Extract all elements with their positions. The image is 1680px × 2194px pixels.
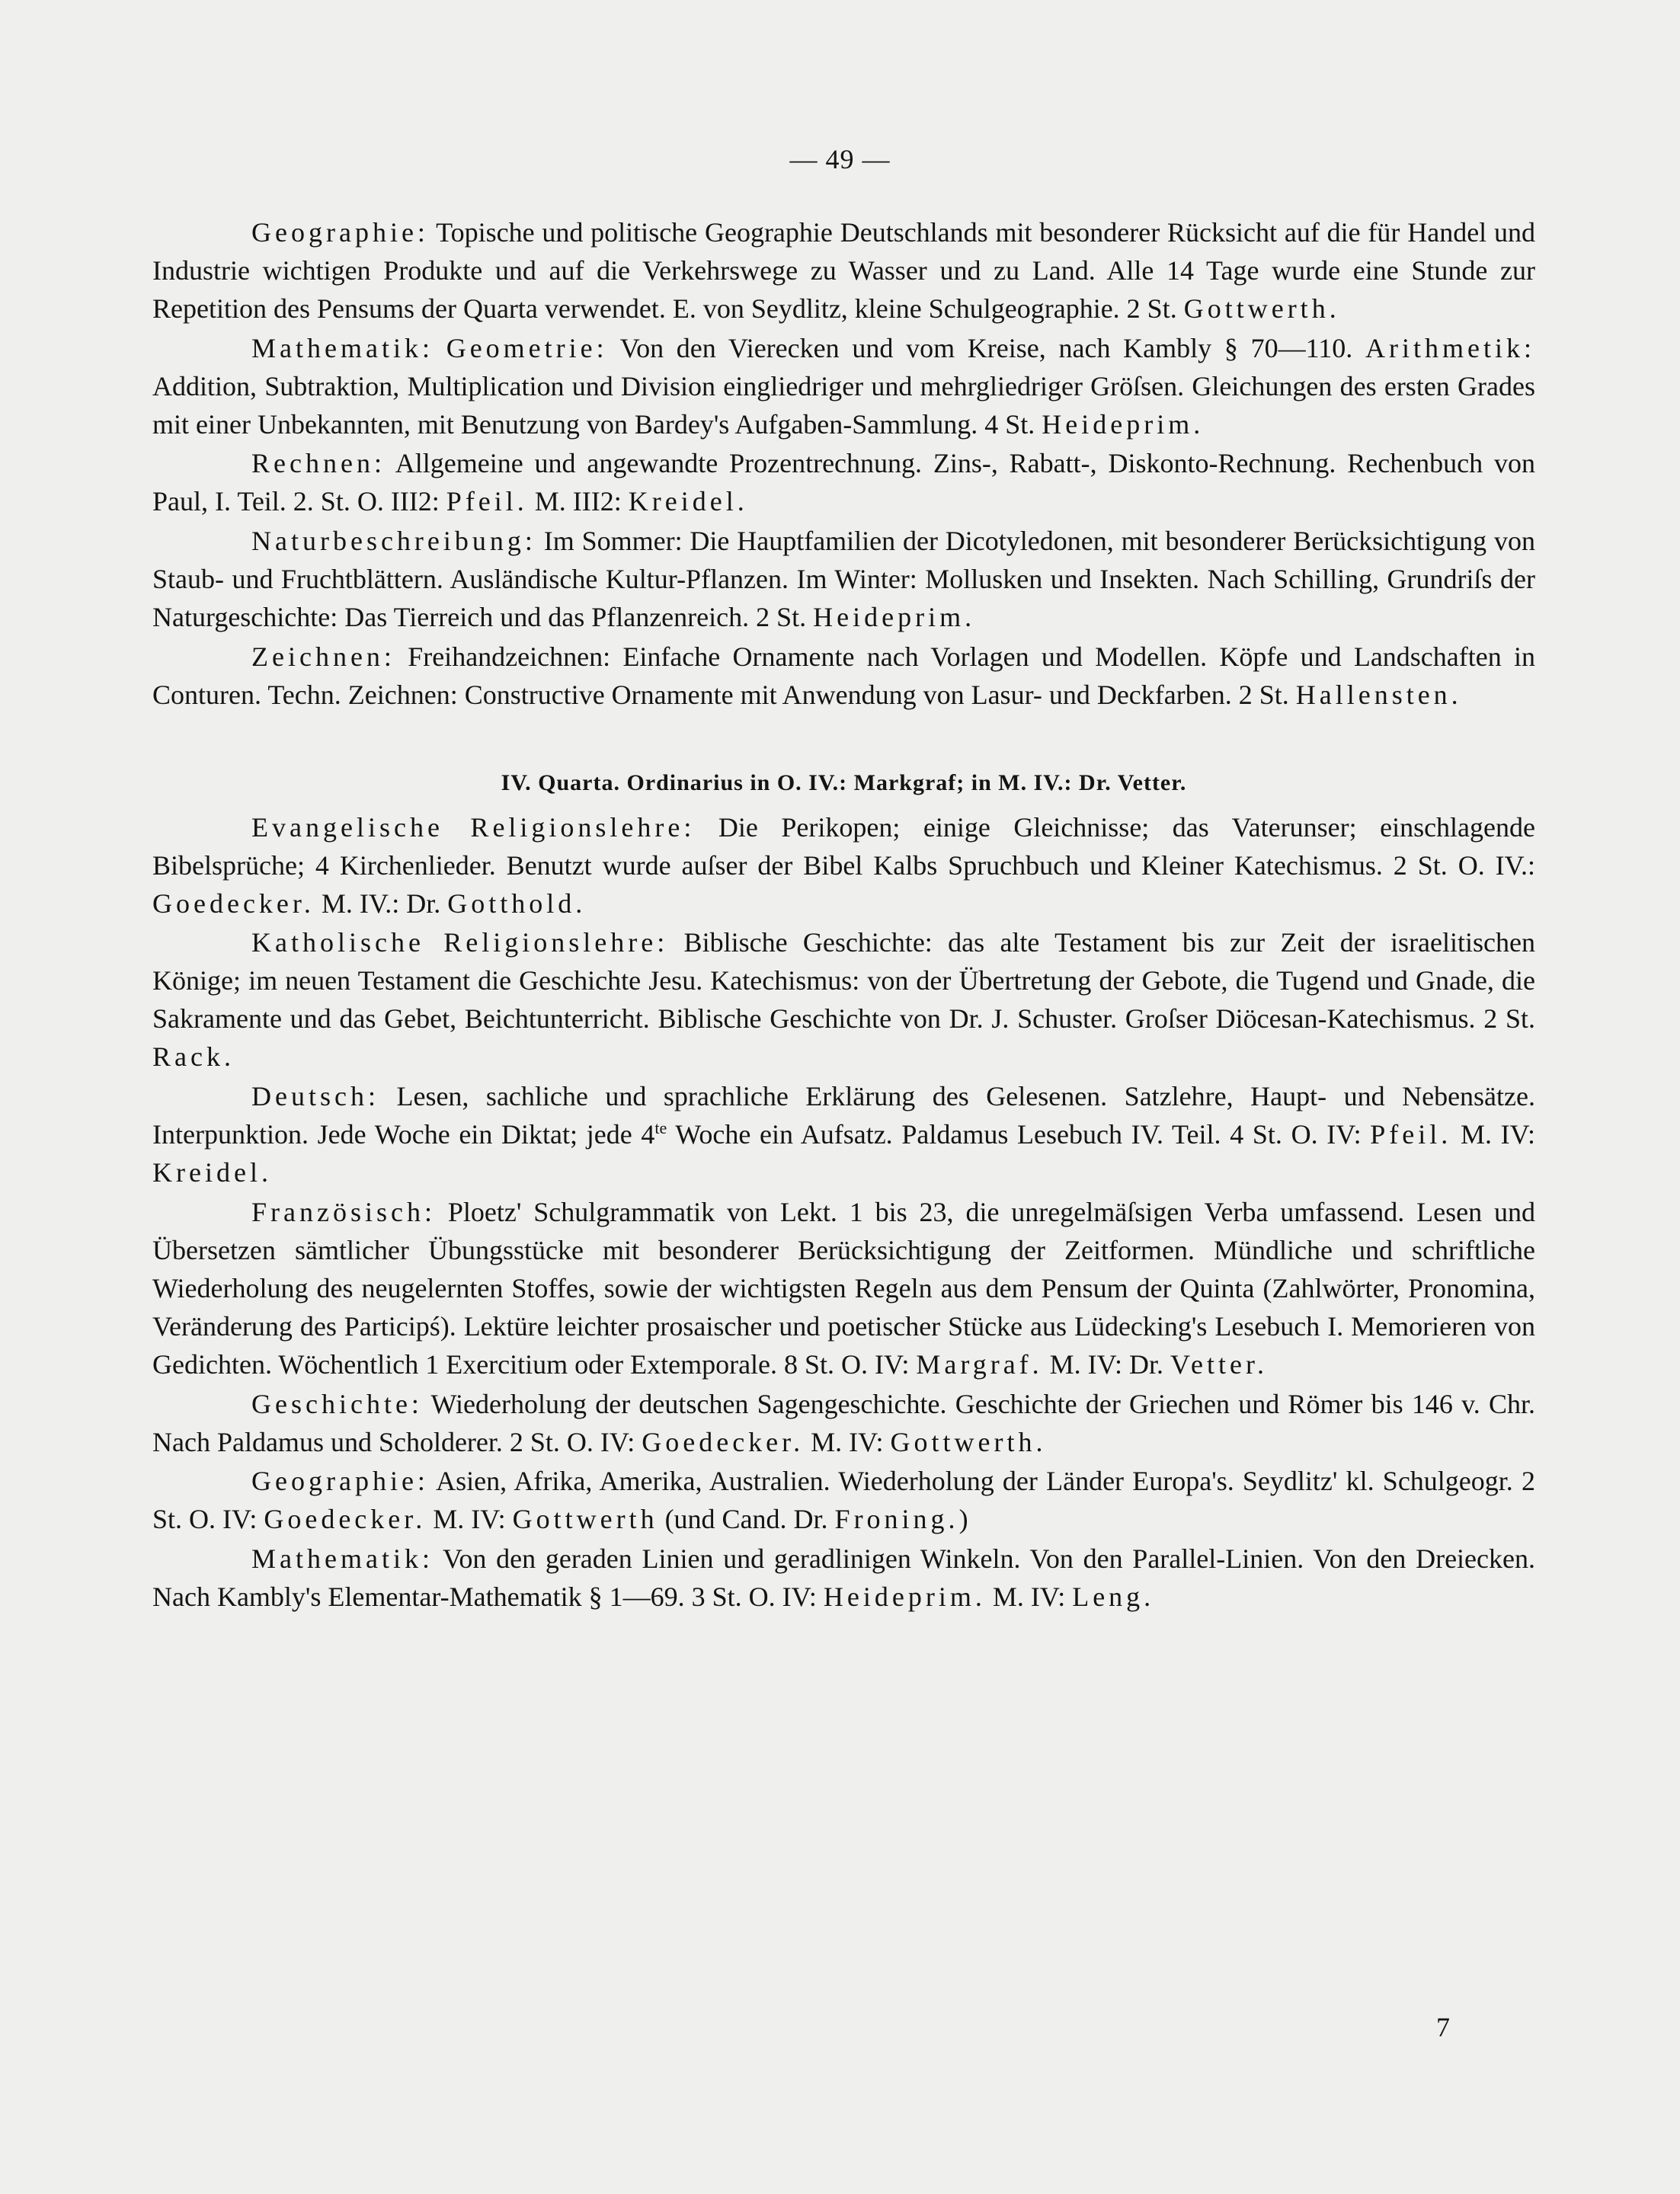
- sub-label: Arithmetik:: [1365, 332, 1535, 363]
- teacher-name: Margraf.: [916, 1348, 1043, 1380]
- section-text: ): [958, 1504, 968, 1535]
- teacher-name: Gottwerth.: [1183, 293, 1340, 324]
- section-deutsch: [152, 1077, 1535, 1191]
- teacher-name: Froning.: [834, 1504, 959, 1535]
- subject-label: Naturbeschreibung:: [251, 526, 536, 557]
- section-naturbeschreibung: [152, 522, 1535, 636]
- section-zeichnen: [152, 638, 1535, 714]
- teacher-name: Heideprim.: [813, 602, 976, 633]
- teacher-name: Kreidel.: [152, 1157, 272, 1188]
- section-text: Im Sommer: Die Hauptfamilien der Dicotyledonen, mit besonderer Berücksichtigung von Staub- und Fruchtblättern. Ausländische Kultur-Pflanzen. Im Winter: Mollusken und Insekten. Nach Schilling, Grundriſs der Naturgeschichte: Das Tierreich und das Pflanzenreich. 2 St.: [152, 526, 1535, 633]
- section-text: Wiederholung der deutschen Sagengeschichte. Geschichte der Griechen und Römer bis 146 v. Chr. Nach Paldamus und Scholderer. 2 St. O. IV:: [152, 1388, 1535, 1457]
- section-text: (und Cand. Dr.: [658, 1504, 835, 1535]
- teacher-name: Vetter.: [1170, 1348, 1268, 1380]
- section-text: Woche ein Aufsatz. Paldamus Lesebuch IV. Teil. 4 St. O. IV:: [667, 1119, 1371, 1150]
- section-text: Von den Vierecken und vom Kreise, nach Kambly § 70—110.: [607, 332, 1366, 363]
- section-text: M. IV:: [1451, 1119, 1535, 1150]
- subject-label: Deutsch:: [251, 1081, 379, 1112]
- superscript: te: [654, 1118, 667, 1138]
- teacher-name: Heideprim.: [823, 1581, 986, 1612]
- subject-label: Geographie:: [251, 217, 429, 248]
- section-text: M. IV:: [985, 1581, 1073, 1612]
- sheet-signature-number: 7: [1436, 2012, 1450, 2042]
- subject-label: Evangelische Religionslehre:: [251, 811, 696, 843]
- section-text: Biblische Geschichte: das alte Testament bis zur Zeit der israelitischen Könige; im neuen Testament die Geschichte Jesu. Katechismus: von der Übertretung der Gebote, die Tugend und Gnade, die Sakramente und das Gebet, Beichtunterricht. Biblische Geschichte von Dr. J. Schuster. Groſser Diöcesan-Katechismus. 2 St.: [152, 927, 1535, 1035]
- subject-label: Mathematik:: [251, 332, 434, 363]
- teacher-name: Goedecker.: [264, 1504, 427, 1535]
- subject-label: Katholische Religionslehre:: [251, 927, 669, 958]
- teacher-name: Kreidel.: [628, 486, 748, 517]
- section-mathematik-quarta: [152, 1540, 1535, 1616]
- subject-label: Geschichte:: [251, 1388, 423, 1419]
- subject-label: Mathematik:: [251, 1543, 434, 1574]
- subject-label: Französisch:: [251, 1196, 436, 1227]
- section-franzoesisch: [152, 1193, 1535, 1383]
- section-text: M. III2:: [527, 486, 629, 517]
- section-katholische-religionslehre: [152, 923, 1535, 1076]
- section-geographie-upper: [152, 213, 1535, 328]
- page-body: [152, 213, 1535, 1617]
- teacher-name: Heideprim.: [1042, 408, 1205, 440]
- subject-label: Rechnen:: [251, 448, 386, 479]
- section-text: Addition, Subtraktion, Multiplication und Division eingliedriger und mehrgliedriger Gröſsen. Gleichungen des ersten Grades mit einer Unbekannten, mit Benutzung von Bardey's Aufgaben-Sammlung. 4 St.: [152, 370, 1535, 440]
- section-text: M. IV:: [426, 1504, 513, 1535]
- teacher-name: Rack.: [152, 1041, 235, 1073]
- class-heading: IV. Quarta. Ordinarius in O. IV.: Markgraf; in M. IV.: Dr. Vetter.: [501, 769, 1187, 795]
- section-geschichte: [152, 1385, 1535, 1461]
- section-text: M. IV:: [804, 1426, 891, 1457]
- section-geographie-quarta: [152, 1462, 1535, 1538]
- section-text: Asien, Afrika, Amerika, Australien. Wiederholung der Länder Europa's. Seydlitz' kl. Schulgeogr. 2 St. O. IV:: [152, 1466, 1535, 1535]
- section-evangelische-religionslehre: [152, 808, 1535, 923]
- teacher-name: Hallensten.: [1295, 679, 1462, 710]
- teacher-name: Leng.: [1072, 1581, 1155, 1612]
- teacher-name: Goedecker.: [642, 1426, 805, 1457]
- section-text: Topische und politische Geographie Deutschlands mit besonderer Rücksicht auf die für Handel und Industrie wichtigen Produkte und auf die Verkehrswege zu Wasser und zu Land. Alle 14 Tage wurde eine Stunde zur Repetition des Pensums der Quarta verwendet. E. von Seydlitz, kleine Schulgeographie. 2 St.: [152, 217, 1535, 324]
- section-text: Ploetz' Schulgrammatik von Lekt. 1 bis 23, die unregelmäſsigen Verba umfassend. Lesen und Übersetzen sämtlicher Übungsstücke mit besonderer Berücksichtigung der Zeitformen. Mündliche und schriftliche Wiederholung des neugelernten Stoffes, sowie der wichtigsten Regeln aus dem Pensum der Quinta (Zahlwörter, Pronomina, Veränderung des Participś). Lektüre leichter prosaischer und poetischer Stücke aus Lüdecking's Lesebuch I. Memorieren von Gedichten. Wöchentlich 1 Exercitium oder Extemporale. 8 St. O. IV:: [152, 1196, 1535, 1380]
- teacher-name: Gottwerth: [512, 1504, 658, 1535]
- teacher-name: Gottwerth.: [890, 1426, 1047, 1457]
- teacher-name: Pfeil.: [446, 486, 528, 517]
- section-text: Allgemeine und angewandte Prozentrechnung. Zins-, Rabatt-, Diskonto-Rechnung. Rechenbuch von Paul, I. Teil. 2. St. O. III2:: [152, 448, 1535, 517]
- page-number: — 49 —: [789, 144, 891, 174]
- section-text: Freihandzeichnen: Einfache Ornamente nach Vorlagen und Modellen. Köpfe und Landschaften in Conturen. Techn. Zeichnen: Constructive Ornamente mit Anwendung von Lasur- und Deckfarben. 2 St.: [152, 641, 1535, 710]
- subject-label: Zeichnen:: [251, 641, 395, 672]
- subject-label: Geographie:: [251, 1466, 429, 1497]
- sub-label: Geometrie:: [446, 332, 608, 363]
- teacher-name: Pfeil.: [1370, 1119, 1452, 1150]
- section-text: Die Perikopen; einige Gleichnisse; das Vaterunser; einschlagende Bibelsprüche; 4 Kirchenlieder. Benutzt wurde auſser der Bibel Kalbs Spruchbuch und Kleiner Katechismus. 2 St. O. IV.:: [152, 811, 1535, 881]
- teacher-name: Gotthold.: [447, 888, 587, 919]
- teacher-name: Goedecker.: [152, 888, 315, 919]
- section-text: Von den geraden Linien und geradlinigen Winkeln. Von den Parallel-Linien. Von den Dreiecken. Nach Kambly's Elementar-Mathematik § 1—69. 3 St. O. IV:: [152, 1543, 1535, 1612]
- section-rechnen: [152, 444, 1535, 520]
- section-text: M. IV.: Dr.: [314, 888, 448, 919]
- section-mathematik-upper: [152, 329, 1535, 443]
- section-text: M. IV: Dr.: [1042, 1348, 1170, 1380]
- section-text: Lesen, sachliche und sprachliche Erklärung des Gelesenen. Satzlehre, Haupt- und Nebensätze. Interpunktion. Jede Woche ein Diktat; jede 4: [152, 1081, 1535, 1150]
